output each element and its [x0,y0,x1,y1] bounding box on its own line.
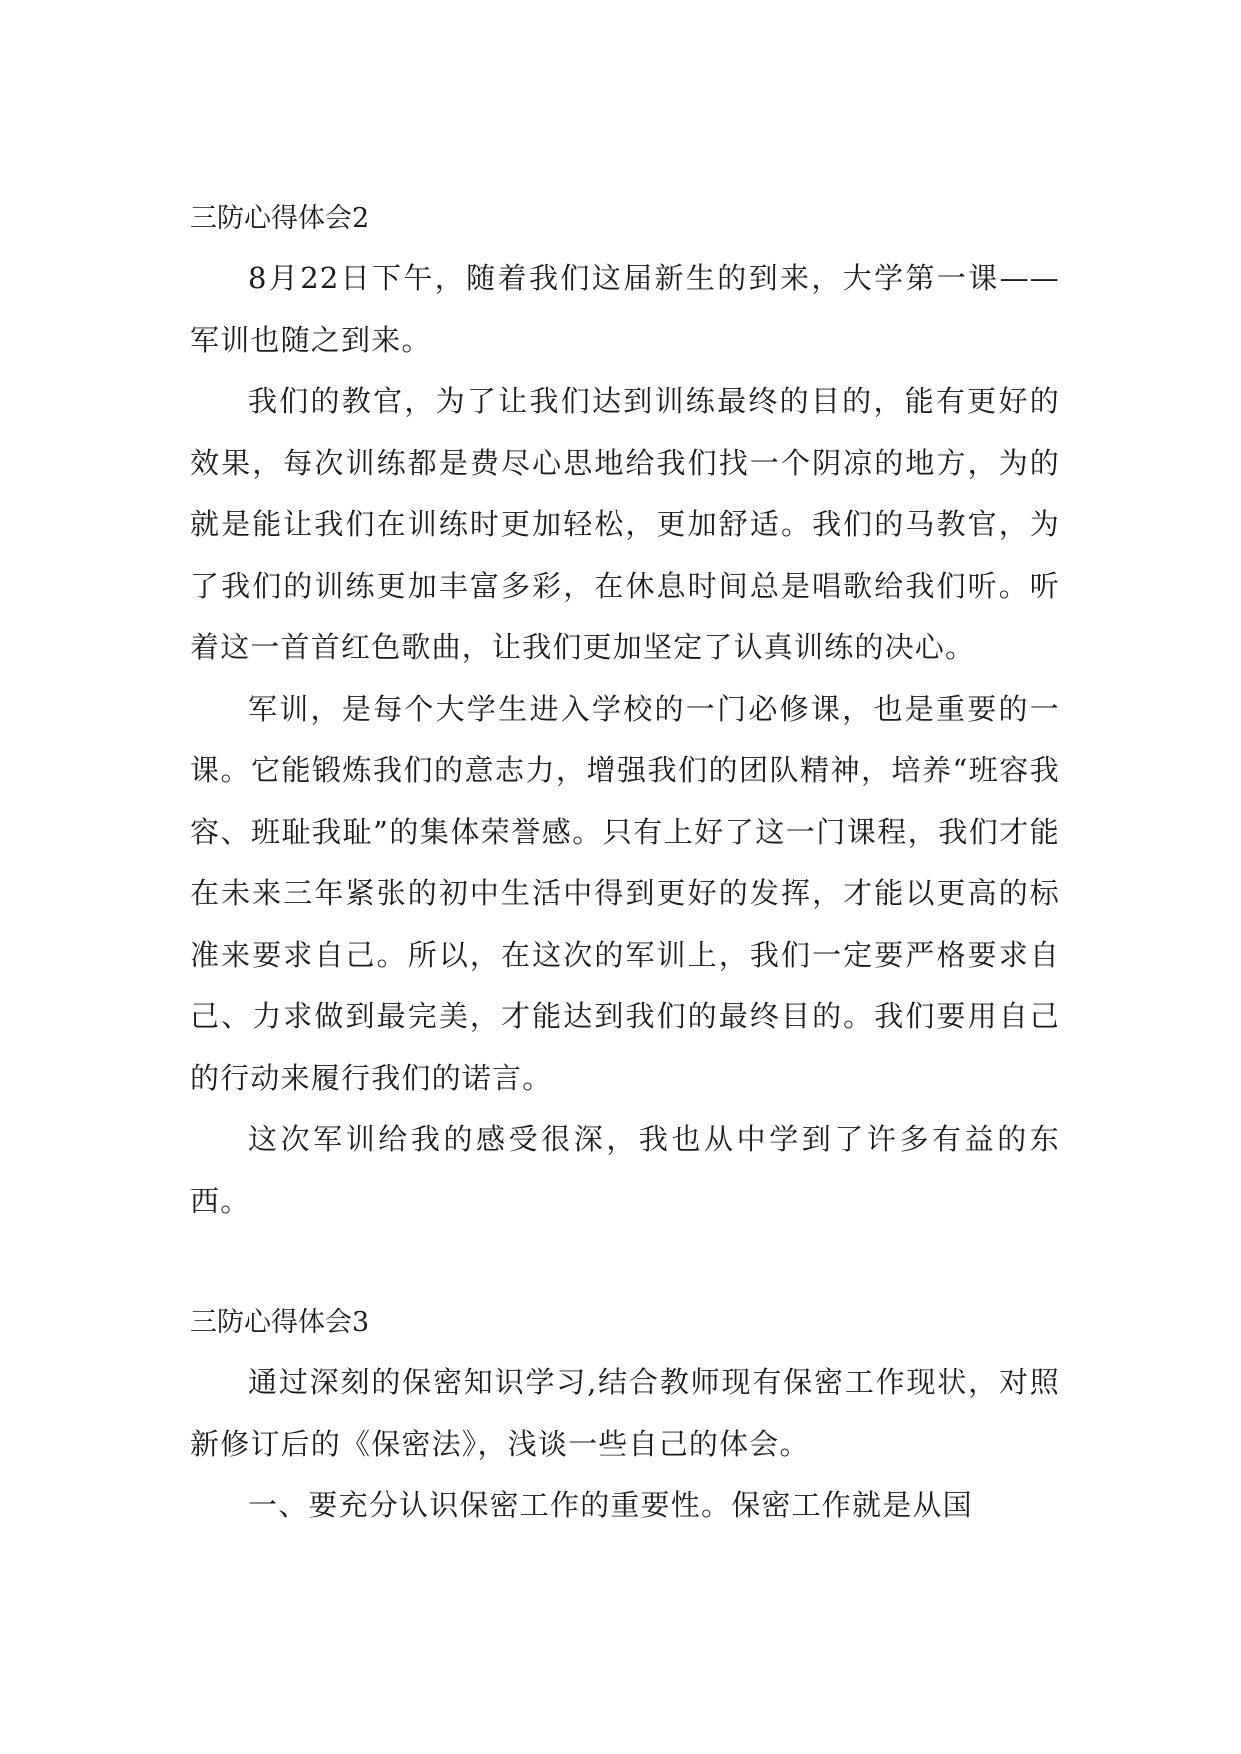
section-essay-3 [190,1294,1060,1537]
paragraph: 通过深刻的保密知识学习,结合教师现有保密工作现状，对照新修订后的《保密法》，浅谈一些自己的体会。 [190,1365,1060,1461]
section-essay-2 [190,190,1060,1232]
section-heading: 三防心得体会2 [190,203,370,234]
paragraph: 军训，是每个大学生进入学校的一门必修课，也是重要的一课。它能锻炼我们的意志力，增强我们的团队精神，培养“班容我容、班耻我耻”的集体荣誉感。只有上好了这一门课程，我们才能在未来三年紧张的初中生活中得到更好的发挥，才能以更高的标准来要求自己。所以，在这次的军训上，我们一定要严格要求自己、力求做到最完美，才能达到我们的最终目的。我们要用自己的行动来履行我们的诺言。 [190,691,1060,1095]
paragraph: 一、要充分认识保密工作的重要性。保密工作就是从国 [248,1488,973,1522]
document-body [190,190,1060,1537]
paragraph: 这次军训给我的感受很深，我也从中学到了许多有益的东西。 [190,1122,1060,1218]
paragraph: 我们的教官，为了让我们达到训练最终的目的，能有更好的效果，每次训练都是费尽心思地给我们找一个阴凉的地方，为的就是能让我们在训练时更加轻松，更加舒适。我们的马教官，为了我们的训练更加丰富多彩，在休息时间总是唱歌给我们听。听着这一首首红色歌曲，让我们更加坚定了认真训练的决心。 [190,384,1060,664]
section-heading: 三防心得体会3 [190,1307,370,1338]
paragraph: 8月22日下午，随着我们这届新生的到来，大学第一课——军训也随之到来。 [190,261,1060,357]
